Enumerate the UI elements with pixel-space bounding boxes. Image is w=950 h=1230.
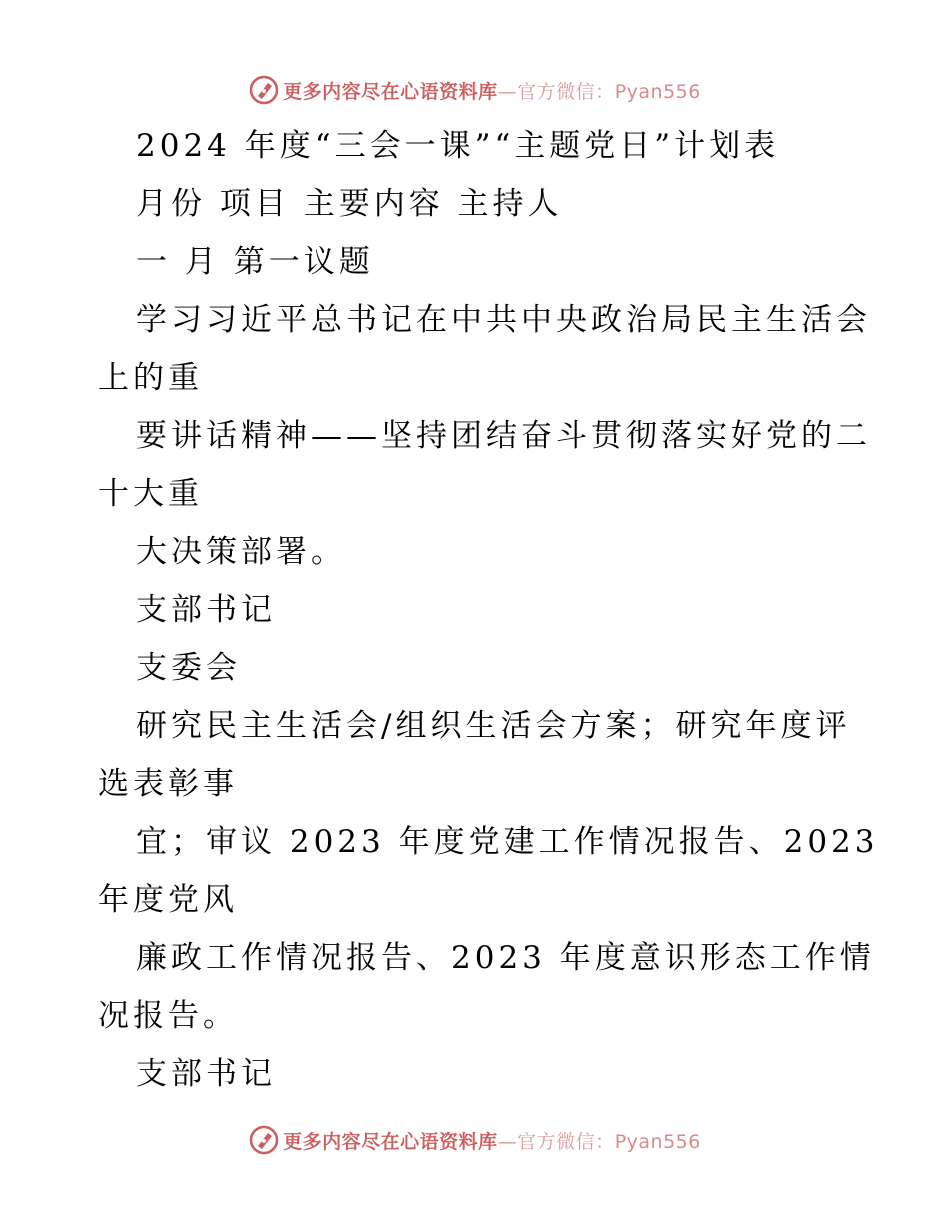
watermark-text: [283, 1127, 701, 1154]
watermark-site: 更多内容尽在心语资料库: [283, 1130, 498, 1153]
text-line: 况报告。: [98, 998, 238, 1034]
text-line: 选表彰事: [98, 766, 238, 802]
watermark-site: 更多内容尽在心语资料库: [283, 80, 498, 103]
text-line: 年度党风: [98, 882, 238, 918]
text-line: 廉政工作情况报告、2023 年度意识形态工作情: [136, 940, 875, 976]
text-line: 十大重: [98, 476, 203, 512]
text-line: 支委会: [136, 650, 241, 686]
text-line: 上的重: [98, 360, 203, 396]
watermark-dash: —: [497, 1130, 518, 1153]
pen-nib-logo-icon: [249, 75, 279, 105]
document-title: 2024 年度“三会一课”“主题党日”计划表: [136, 128, 780, 164]
watermark-text: [283, 77, 701, 104]
text-line: 支部书记: [136, 592, 276, 628]
watermark-wechat-id: Pyan556: [614, 1130, 701, 1153]
text-line: 学习习近平总书记在中共中央政治局民主生活会: [136, 302, 871, 338]
header-watermark: [0, 70, 950, 110]
text-line: 研究民主生活会/组织生活会方案；研究年度评: [136, 708, 851, 744]
text-line: 要讲话精神——坚持团结奋斗贯彻落实好党的二: [136, 418, 871, 454]
watermark-wechat-label: 官方微信：: [517, 1130, 615, 1153]
pen-nib-logo-icon: [249, 1125, 279, 1155]
watermark-wechat-label: 官方微信：: [517, 80, 615, 103]
watermark-dash: —: [497, 80, 518, 103]
text-line: 宜；审议 2023 年度党建工作情况报告、2023: [136, 824, 879, 860]
watermark-wechat-id: Pyan556: [614, 80, 701, 103]
text-line: 大决策部署。: [136, 534, 346, 570]
text-line: 支部书记: [136, 1056, 276, 1092]
table-header-row: 月份 项目 主要内容 主持人: [136, 186, 563, 222]
text-line: 一 月 第一议题: [136, 244, 374, 280]
footer-watermark: [0, 1120, 950, 1160]
